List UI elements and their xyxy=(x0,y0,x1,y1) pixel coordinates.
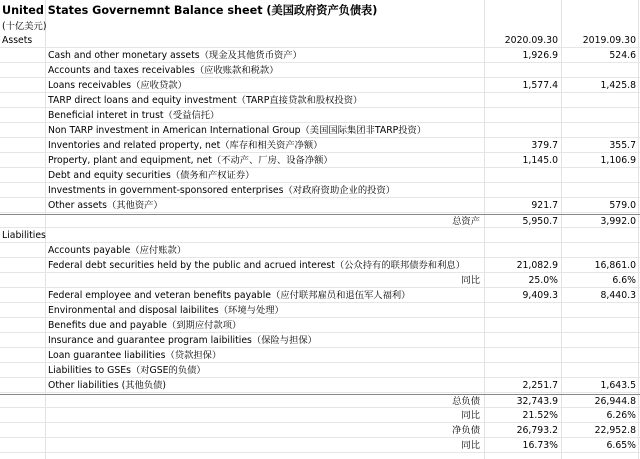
assets-header-row xyxy=(0,34,640,48)
asset-label: Accounts and taxes receivables（应收账款和税款） xyxy=(48,65,279,76)
liability-label: Accounts payable（应付账款） xyxy=(48,245,187,256)
liability-value-2019: 1,643.5 xyxy=(600,380,636,391)
summary-value-2020: 16.73% xyxy=(522,440,558,451)
net-liabilities-yoy-row xyxy=(0,439,640,453)
liability-value-2019: 16,861.0 xyxy=(594,260,636,271)
summary-label: 净负债 xyxy=(452,425,480,436)
asset-value-2019: 1,106.9 xyxy=(600,155,636,166)
liability-row xyxy=(0,259,640,273)
asset-label: Property, plant and equipment, net（不动产、厂房、设备净额） xyxy=(48,155,333,166)
column-header-2019: 2019.09.30 xyxy=(582,35,636,46)
total-liabilities-row xyxy=(0,394,640,408)
asset-row xyxy=(0,49,640,63)
asset-row xyxy=(0,154,640,168)
liability-label: Other liabilities (其他负债) xyxy=(48,380,167,391)
asset-row xyxy=(0,199,640,213)
summary-value-2019: 6.26% xyxy=(606,410,636,421)
asset-value-2019: 1,425.8 xyxy=(600,80,636,91)
assets-section-label: Assets xyxy=(2,35,33,46)
liability-row xyxy=(0,379,640,393)
asset-row xyxy=(0,94,640,108)
asset-row xyxy=(0,139,640,153)
liability-value-2020: 25.0% xyxy=(528,275,558,286)
asset-value-2019: 355.7 xyxy=(609,140,636,151)
asset-row xyxy=(0,109,640,123)
liability-row xyxy=(0,349,640,363)
summary-label: 总负债 xyxy=(452,396,480,407)
asset-row xyxy=(0,64,640,78)
liability-value-2020: 21,082.9 xyxy=(516,260,558,271)
asset-label: Loans receivables（应收贷款） xyxy=(48,80,187,91)
liability-row xyxy=(0,289,640,303)
liability-value-2020: 2,251.7 xyxy=(522,380,558,391)
asset-value-2020: 1,577.4 xyxy=(522,80,558,91)
asset-label: Cash and other monetary assets（现金及其他货币资产） xyxy=(48,50,302,61)
asset-label: Beneficial interet in trust（受益信托） xyxy=(48,110,220,121)
liability-label: Insurance and guarantee program laibilities（保险与担保） xyxy=(48,335,317,346)
net-liabilities-row xyxy=(0,424,640,438)
summary-value-2019: 22,952.8 xyxy=(594,425,636,436)
summary-label: 同比 xyxy=(461,440,480,451)
sheet-title: United States Governemnt Balance sheet (美国政府资产负债表) xyxy=(2,4,378,17)
summary-label: 同比 xyxy=(461,410,480,421)
liability-label: Liabilities to GSEs（对GSE的负债） xyxy=(48,365,206,376)
total-assets-row xyxy=(0,214,640,228)
liability-label: Environmental and disposal laibilites（环境与处理） xyxy=(48,305,284,316)
asset-value-2019: 524.6 xyxy=(609,50,636,61)
liability-sublabel: 同比 xyxy=(461,275,480,286)
liability-value-2019: 6.6% xyxy=(612,275,636,286)
column-header-2020: 2020.09.30 xyxy=(504,35,558,46)
liability-label: Benefits due and payable（到期应付款项） xyxy=(48,320,242,331)
liability-row xyxy=(0,304,640,318)
liabilities-section-label: Liabilities xyxy=(2,230,46,241)
unit-label: (十亿美元) xyxy=(2,21,47,32)
liability-label: Loan guarantee liabilities（贷款担保） xyxy=(48,350,222,361)
liability-label: Federal employee and veteran benefits payable（应付联邦雇员和退伍军人福利） xyxy=(48,290,411,301)
liability-row xyxy=(0,244,640,258)
summary-value-2020: 32,743.9 xyxy=(516,396,558,407)
asset-value-2020: 379.7 xyxy=(531,140,558,151)
summary-value-2019: 6.65% xyxy=(606,440,636,451)
summary-value-2019: 26,944.8 xyxy=(594,396,636,407)
asset-row xyxy=(0,169,640,183)
liability-row xyxy=(0,364,640,378)
asset-label: Debt and equity securities（债务和产权证券） xyxy=(48,170,255,181)
total-liabilities-yoy-row xyxy=(0,409,640,423)
total-assets-label: 总资产 xyxy=(452,216,480,227)
liability-value-2020: 9,409.3 xyxy=(522,290,558,301)
asset-row xyxy=(0,184,640,198)
asset-row xyxy=(0,124,640,138)
liability-yoy-row xyxy=(0,274,640,288)
liabilities-header-row xyxy=(0,229,640,243)
liability-label: Federal debt securities held by the public and acrued interest（公众持有的联邦债券和利息） xyxy=(48,260,465,271)
liability-row xyxy=(0,319,640,333)
asset-value-2019: 579.0 xyxy=(609,200,636,211)
asset-label: Investments in government-sponsored enterprises（对政府资助企业的投资） xyxy=(48,185,396,196)
asset-value-2020: 1,926.9 xyxy=(522,50,558,61)
asset-label: Other assets（其他资产） xyxy=(48,200,163,211)
asset-label: Inventories and related property, net（库存和相关资产净额） xyxy=(48,140,323,151)
liability-row xyxy=(0,334,640,348)
asset-row xyxy=(0,79,640,93)
asset-label: TARP direct loans and equity investment（TARP直接贷款和股权投资） xyxy=(48,95,363,106)
summary-value-2020: 26,793.2 xyxy=(516,425,558,436)
asset-label: Non TARP investment in American International Group（美国国际集团非TARP投资） xyxy=(48,125,427,136)
total-assets-2019: 3,992.0 xyxy=(600,216,636,227)
summary-value-2020: 21.52% xyxy=(522,410,558,421)
liability-value-2019: 8,440.3 xyxy=(600,290,636,301)
asset-value-2020: 921.7 xyxy=(531,200,558,211)
asset-value-2020: 1,145.0 xyxy=(522,155,558,166)
total-assets-2020: 5,950.7 xyxy=(522,216,558,227)
